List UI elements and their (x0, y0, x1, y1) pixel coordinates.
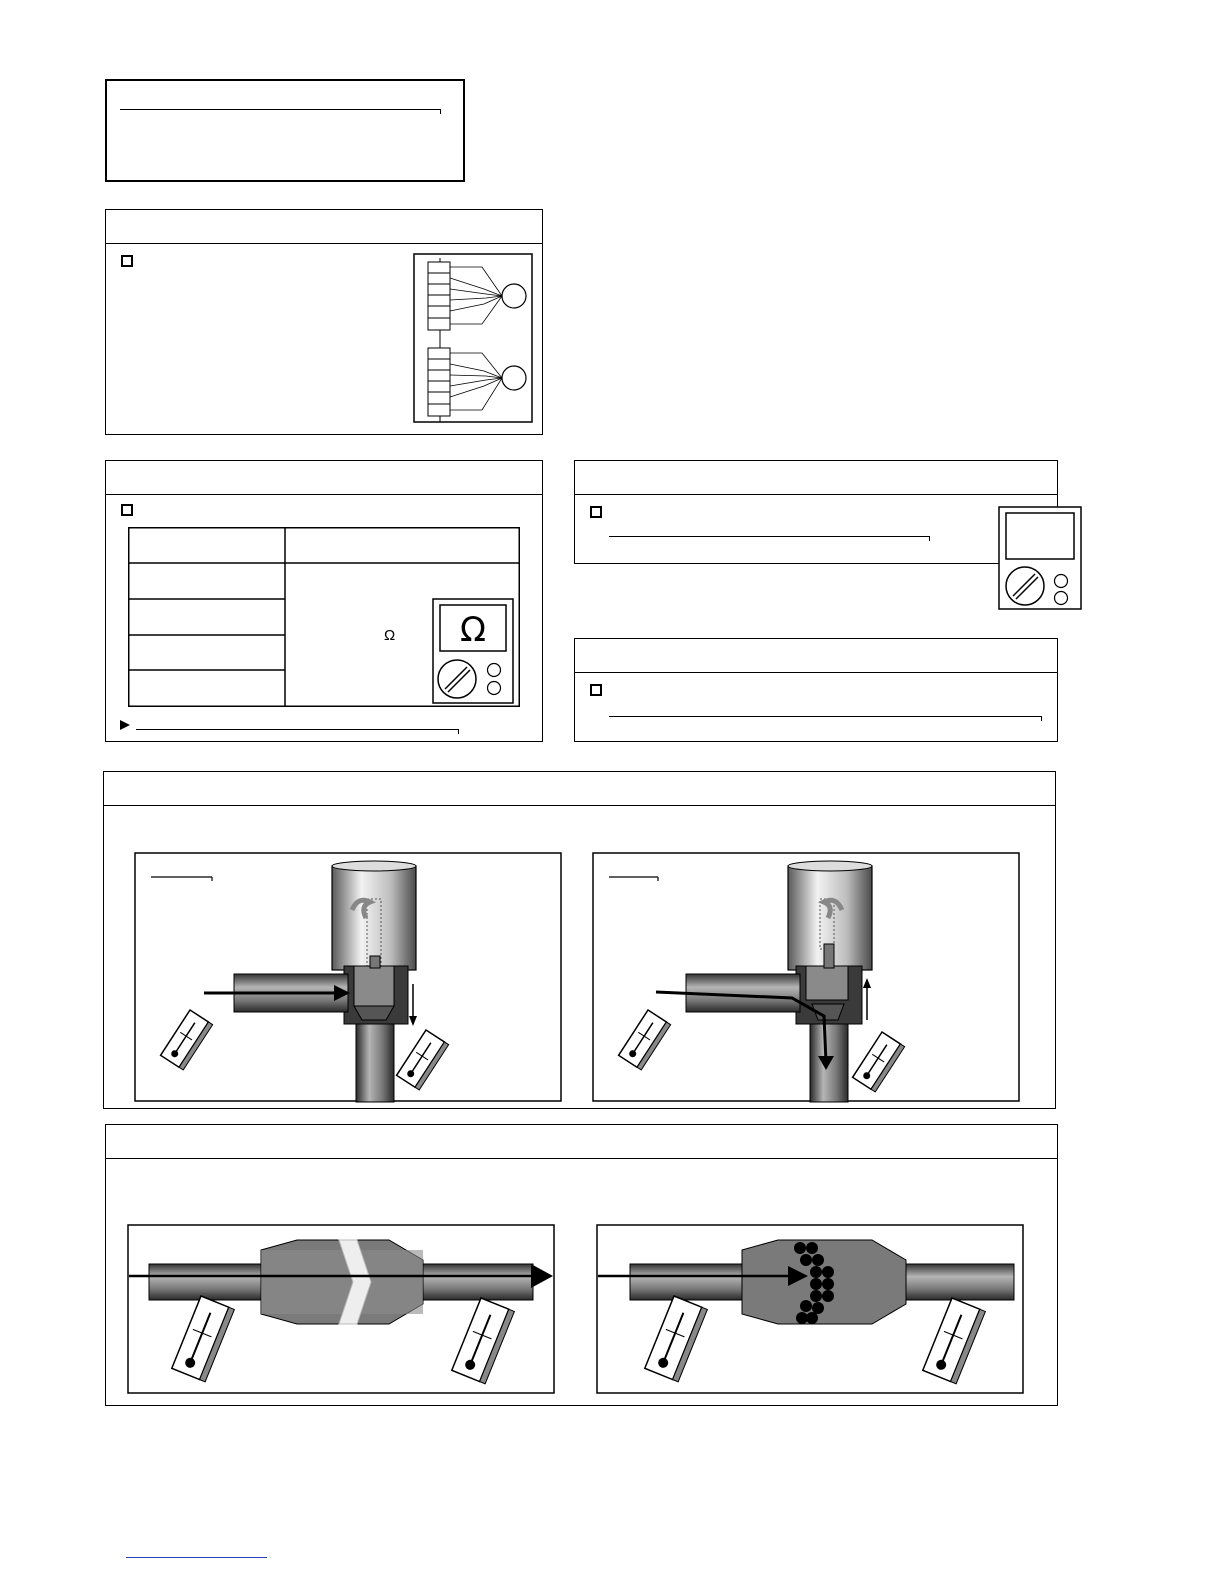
note-underline (609, 536, 929, 537)
ohm-symbol: Ω (384, 627, 396, 644)
checkbox-icon (590, 506, 602, 518)
valve-diagram-open (592, 852, 1020, 1102)
checkbox-icon (590, 684, 602, 696)
arrow-right-icon (120, 720, 132, 732)
valve-diagram-closed (134, 852, 562, 1102)
strainer-diagram-clean (127, 1224, 555, 1394)
panel-header (106, 461, 542, 495)
resistance-panel (105, 460, 543, 742)
panel-header (106, 210, 542, 244)
insulation-panel (574, 638, 1058, 742)
motor-wiring-panel (105, 209, 543, 435)
footer-link-underline[interactable] (126, 1557, 267, 1558)
panel-header (575, 461, 1057, 495)
panel-header (104, 772, 1055, 806)
checkbox-icon (121, 255, 133, 267)
checkbox-icon (121, 504, 133, 516)
panel-header (575, 639, 1057, 673)
panel-header (106, 1125, 1057, 1159)
multimeter-icon (998, 506, 1082, 610)
note-underline (609, 716, 1041, 717)
title-box (105, 79, 465, 182)
note-underline (136, 729, 458, 730)
multimeter-icon (432, 598, 514, 704)
voltage-panel (574, 460, 1058, 564)
strainer-diagram-clogged (596, 1224, 1024, 1394)
title-underline (120, 109, 440, 110)
motor-wiring-diagram-icon (414, 254, 536, 426)
svg-text:Ω: Ω (460, 610, 486, 650)
